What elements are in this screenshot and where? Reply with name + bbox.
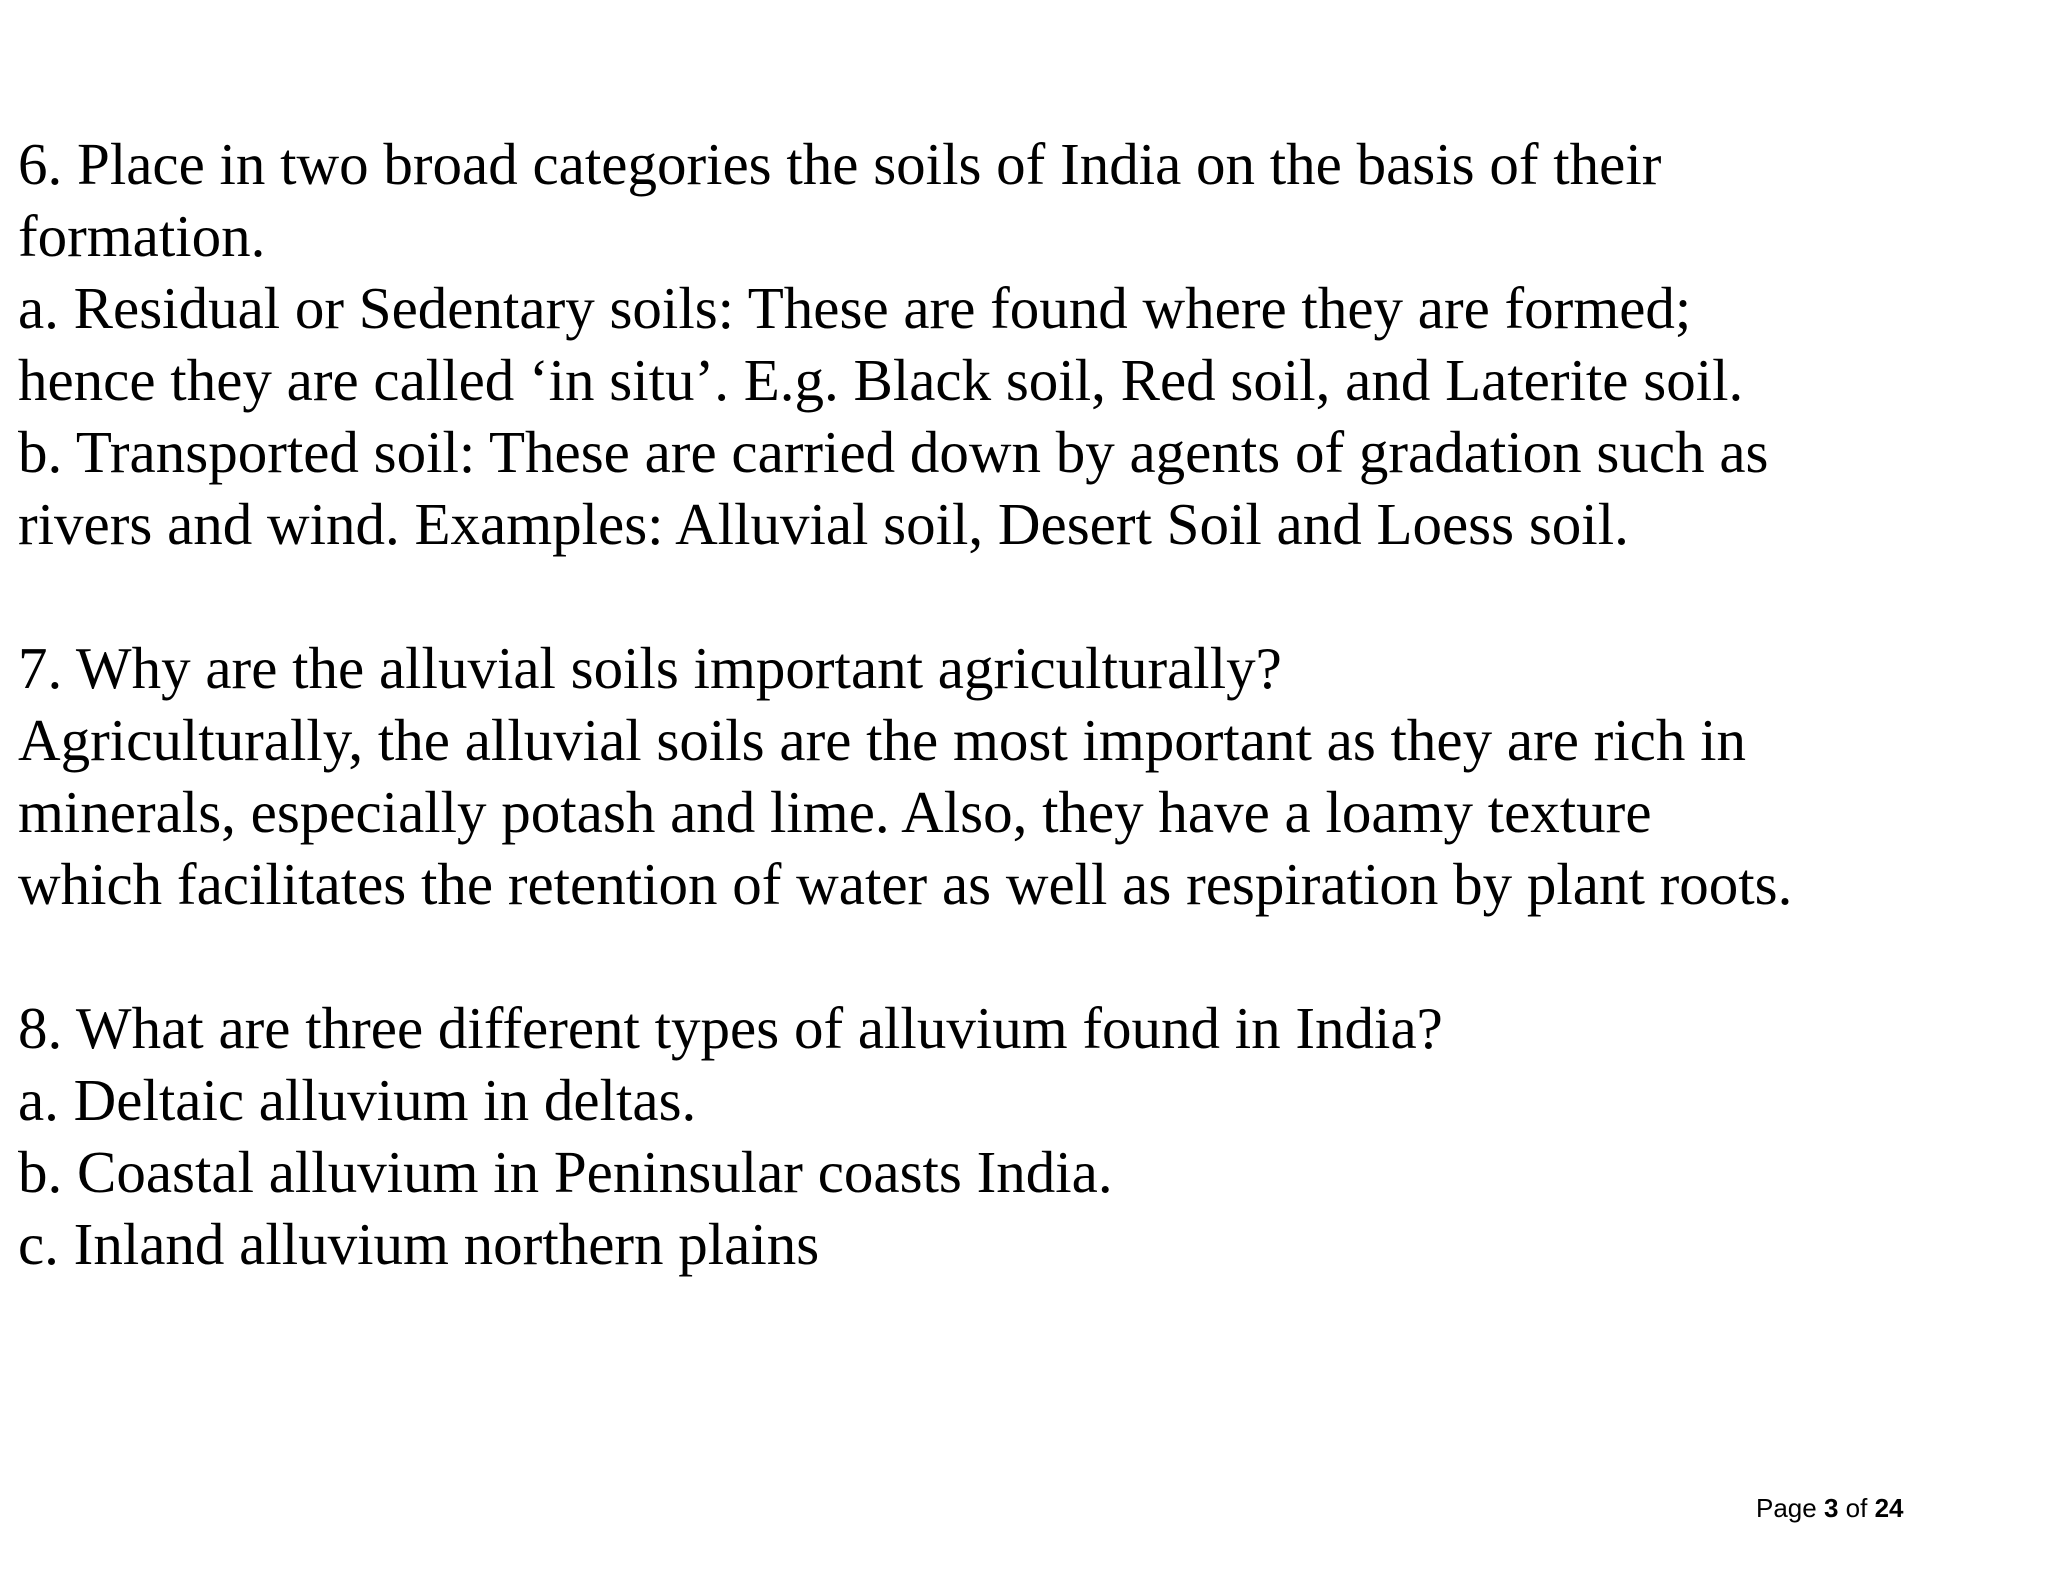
answer-8-line-2: b. Coastal alluvium in Peninsular coasts India. <box>18 1139 1113 1205</box>
question-7-line-1: 7. Why are the alluvial soils important agriculturally? <box>18 635 1282 701</box>
page-number-footer <box>1756 1492 1904 1524</box>
question-7 <box>18 632 2008 920</box>
answer-8-line-1: a. Deltaic alluvium in deltas. <box>18 1067 697 1133</box>
total-pages-number: 24 <box>1874 1493 1904 1523</box>
paragraph-spacer <box>18 920 2008 992</box>
question-6-line-2: formation. <box>18 203 266 269</box>
question-8 <box>18 992 2008 1280</box>
current-page-number: 3 <box>1823 1493 1839 1523</box>
question-6-line-1: 6. Place in two broad categories the soils of India on the basis of their <box>18 131 1662 197</box>
of-label: of <box>1845 1493 1868 1523</box>
answer-6-line-3: b. Transported soil: These are carried down by agents of gradation such as <box>18 419 1769 485</box>
answer-8-line-3: c. Inland alluvium northern plains <box>18 1211 820 1277</box>
answer-6-line-1: a. Residual or Sedentary soils: These are found where they are formed; <box>18 275 1692 341</box>
question-6 <box>18 128 2008 560</box>
answer-7-line-1: Agriculturally, the alluvial soils are the most important as they are rich in <box>18 707 1746 773</box>
page-label: Page <box>1756 1493 1817 1523</box>
paragraph-spacer <box>18 560 2008 632</box>
answer-6-line-4: rivers and wind. Examples: Alluvial soil, Desert Soil and Loess soil. <box>18 491 1629 557</box>
answer-7-line-3: which facilitates the retention of water as well as respiration by plant roots. <box>18 851 1793 917</box>
page-content <box>18 128 2008 1280</box>
question-8-line-1: 8. What are three different types of alluvium found in India? <box>18 995 1443 1061</box>
answer-7-line-2: minerals, especially potash and lime. Also, they have a loamy texture <box>18 779 1652 845</box>
answer-6-line-2: hence they are called ‘in situ’. E.g. Black soil, Red soil, and Laterite soil. <box>18 347 1744 413</box>
